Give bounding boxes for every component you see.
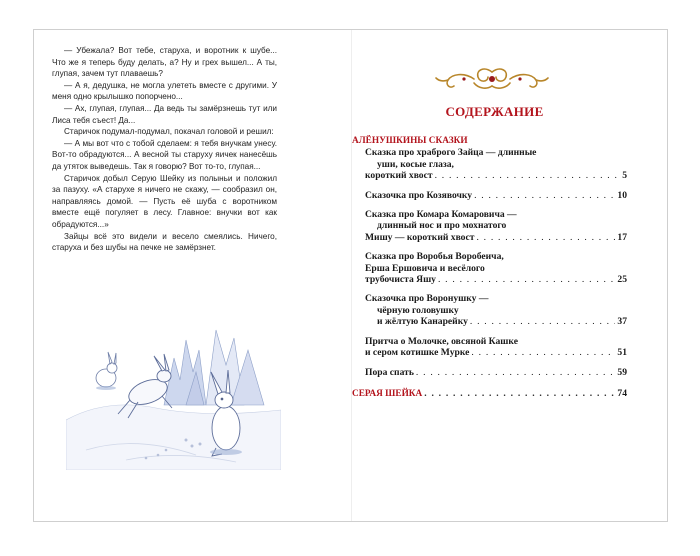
- paragraph: Старичок подумал-подумал, покачал головой и решил:: [64, 127, 274, 137]
- dot-leader: [435, 170, 621, 181]
- toc-entry-line: уши, косые глаза,: [377, 158, 454, 170]
- toc-page-number: 10: [617, 189, 627, 201]
- paragraph: — Ах, глупая, глупая... Да ведь ты замёрзнешь тут или Лиса тебя съест! Да...: [52, 103, 277, 125]
- toc-entry-line: длинный нос и про мохнатого: [377, 220, 507, 232]
- toc-page-number: 17: [617, 231, 627, 243]
- dot-leader: [474, 190, 615, 201]
- toc-entry[interactable]: [352, 190, 627, 201]
- dot-leader: [416, 367, 615, 378]
- toc-entry-line: чёрную головушку: [377, 304, 459, 316]
- toc-entry-line: и сером котишке Мурке: [365, 347, 470, 359]
- toc-section-seraya-sheyka: СЕРАЯ ШЕЙКА: [352, 388, 423, 399]
- hare-small: [96, 352, 117, 387]
- toc-entry-seraya-sheyka[interactable]: [352, 388, 627, 400]
- toc-entry-line: Сказка про Воробья Воробеича,: [365, 251, 504, 263]
- toc-entry-line: и жёлтую Канарейку: [377, 316, 468, 328]
- toc-page-number: 25: [617, 274, 627, 286]
- left-page-text: [52, 45, 277, 254]
- toc-section-alenushkiny: АЛЁНУШКИНЫ СКАЗКИ: [352, 136, 468, 146]
- toc-entry[interactable]: [352, 367, 627, 378]
- paragraph: Старичок добыл Серую Шейку из полыньи и положил за пазуху. «А старухе я ничего не скажу, — сообразил он, направляясь домой. — Пусть её шуба с воротником вместе ещё погуляет в лесу. Главное: внучки вот как обрадуются...»: [52, 173, 277, 229]
- toc-entry-line: Ерша Ершовича и весёлого: [365, 262, 485, 274]
- toc-entry-line: короткий хвост: [365, 170, 433, 182]
- toc-entry-line: трубочиста Яшу: [365, 274, 436, 286]
- toc-entry-line: Сказочка про Воронушку —: [365, 293, 489, 305]
- toc-title: СОДЕРЖАНИЕ: [445, 104, 544, 119]
- winter-hares-illustration: [66, 310, 281, 470]
- ornament-divider: [434, 64, 550, 94]
- dot-leader: [470, 316, 616, 327]
- toc-entry-line: Притча о Молочке, овсяной Кашке: [365, 335, 518, 347]
- paragraph: — А я, дедушка, не могла улететь вместе с другими. У меня одно крылышко попорчено...: [52, 80, 277, 102]
- snowy-trees: [164, 330, 264, 405]
- toc-page-number: 59: [617, 366, 627, 378]
- toc-page-number: 74: [617, 387, 627, 399]
- paragraph: — А мы вот что с тобой сделаем: я тебя внучкам унесу. Вот-то обрадуются... А весной ты старуху яичек нанесёшь да утяток выведешь. Так я говорю? Вот то-то, глупая...: [52, 138, 277, 171]
- dot-leader: [471, 347, 615, 358]
- toc-page-number: 51: [617, 347, 627, 359]
- toc-entry-line: Сказочка про Козявочку: [365, 189, 473, 201]
- dot-leader: [424, 388, 615, 399]
- toc-entry[interactable]: [352, 209, 627, 243]
- paragraph: Зайцы всё это видели и весело смеялись. Ничего, старуха и без шубы на печке не замёрзнет.: [52, 231, 277, 253]
- table-of-contents: [352, 136, 627, 400]
- toc-entry[interactable]: [352, 293, 627, 327]
- toc-entry-line: Мишу — короткий хвост: [365, 231, 475, 243]
- snow-ground: [66, 405, 281, 470]
- toc-entry[interactable]: [352, 147, 627, 181]
- dot-leader: [438, 274, 615, 285]
- toc-entry[interactable]: [352, 336, 627, 359]
- toc-entry-line: Сказка про храброго Зайца — длинные: [365, 147, 537, 159]
- toc-entry-line: Сказка про Комара Комаровича —: [365, 209, 517, 221]
- paragraph: — Убежала? Вот тебе, старуха, и воротник к шубе... Что же я теперь буду делать, а? Ну и грех вышел... А ты, глупая, зачем тут плаваешь?: [52, 46, 277, 79]
- toc-page-number: 37: [617, 316, 627, 328]
- toc-page-number: 5: [622, 170, 627, 182]
- toc-entry[interactable]: [352, 251, 627, 285]
- dot-leader: [476, 232, 615, 243]
- toc-entry-line: Пора спать: [365, 366, 414, 378]
